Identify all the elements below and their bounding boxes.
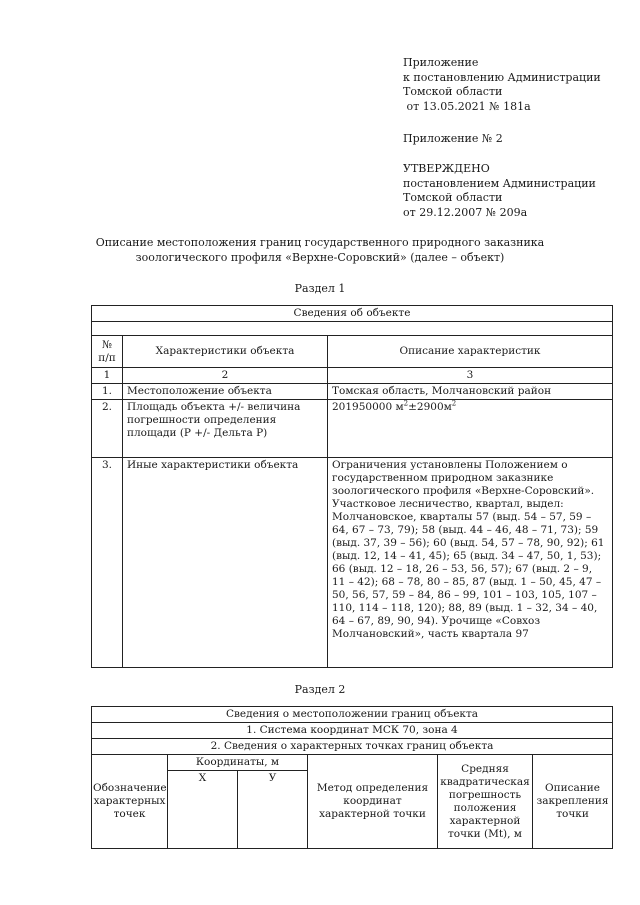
document-title	[0, 235, 640, 265]
coord-system: 1. Система координат МСК 70, зона 4	[92, 723, 613, 739]
object-info-table	[91, 305, 613, 668]
row-char: Площадь объекта +/- величина погрешности определения площади (Р +/- Дельта Р)	[123, 400, 328, 458]
col-header-designation: Обозначение характерных точек	[92, 755, 168, 849]
appendix-line: к постановлению Администрации	[403, 70, 601, 84]
area-unit-sup: 2	[451, 399, 457, 408]
row-num: 2.	[92, 400, 123, 458]
appendix-line: Приложение	[403, 56, 479, 69]
appendix-number: Приложение № 2	[403, 132, 503, 145]
col-header-x: Х	[168, 771, 238, 849]
approved-line: постановлением Администрации	[403, 176, 596, 190]
col-number: 2	[123, 368, 328, 384]
col-header-y: У	[238, 771, 308, 849]
appendix-line: от 13.05.2021 № 181а	[403, 99, 531, 113]
title-line-1: Описание местоположения границ государственного природного заказника	[95, 236, 545, 249]
col-header-num: № п/п	[92, 336, 123, 368]
col-header-fixing: Описание закрепления точки	[533, 755, 613, 849]
area-unit-sup: 2	[403, 399, 409, 408]
boundary-points-table	[91, 706, 613, 849]
row-char: Иные характеристики объекта	[123, 458, 328, 668]
blank-row	[92, 322, 613, 336]
col-header-error: Средняя квадратическая погрешность положения характерной точки (Mt), м	[438, 755, 533, 849]
approved-block	[403, 162, 596, 220]
table-row	[92, 400, 613, 458]
row-num: 3.	[92, 458, 123, 668]
col-number: 3	[328, 368, 613, 384]
col-number: 1	[92, 368, 123, 384]
approved-line: Томской области	[403, 191, 503, 204]
table-row	[92, 458, 613, 668]
col-header-char: Характеристики объекта	[123, 336, 328, 368]
approved-line: от 29.12.2007 № 209а	[403, 205, 528, 219]
table-row	[92, 384, 613, 400]
col-header-coords: Координаты, м	[168, 755, 308, 771]
row-desc: Томская область, Молчановский район	[328, 384, 613, 400]
appendix-line: Томской области	[403, 85, 503, 98]
appendix-header	[403, 56, 601, 114]
section1-label: Раздел 1	[294, 282, 346, 295]
area-tolerance: ±2900м	[408, 401, 452, 413]
title-line-2: зоологического профиля «Верхне-Соровский» (далее – объект)	[135, 251, 505, 264]
row-num: 1.	[92, 384, 123, 400]
section2-label: Раздел 2	[294, 683, 346, 696]
col-header-method: Метод определения координат характерной точки	[308, 755, 438, 849]
row-desc: Ограничения установлены Положением о государственном природном заказнике зоологического профиля «Верхне-Соровский». Участковое лесничество, квартал, выдел: Молчановское, кварталы 57 (выд. 54 – 57, 59 – 64, 67 – 73, 79); 58 (выд. 44 – 46, 48 – 71, 73); 59 (выд. 37, 39 – 56); 60 (выд. 54, 57 – 78, 90, 92); 61 (выд. 12, 14 – 41, 45); 65 (выд. 34 – 47, 50, 1, 53); 66 (выд. 12 – 18, 26 – 53, 56, 57); 67 (выд. 2 – 9, 11 – 42); 68 – 78, 80 – 85, 87 (выд. 1 – 50, 45, 47 – 50, 56, 57, 59 – 84, 86 – 99, 101 – 103, 105, 107 – 110, 114 – 118, 120); 88, 89 (выд. 1 – 32, 34 – 40, 64 – 67, 89, 90, 94). Урочище «Совхоз Молчановский», часть квартала 97	[328, 458, 613, 668]
boundary-title: Сведения о местоположении границ объекта	[92, 707, 613, 723]
object-info-title: Сведения об объекте	[92, 306, 613, 322]
col-header-desc: Описание характеристик	[328, 336, 613, 368]
points-title: 2. Сведения о характерных точках границ объекта	[92, 739, 613, 755]
approved-line: УТВЕРЖДЕНО	[403, 162, 490, 175]
row-desc-area	[328, 400, 613, 458]
row-char: Местоположение объекта	[123, 384, 328, 400]
area-value: 201950000 м	[332, 401, 404, 413]
